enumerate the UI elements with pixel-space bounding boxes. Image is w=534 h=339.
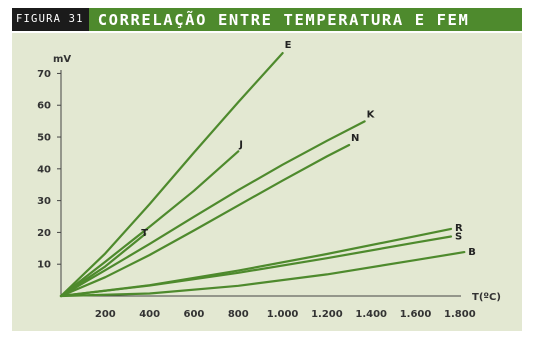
x-axis-label: T(ºC) [472,292,501,303]
y-tick-label: 70 [37,68,51,80]
y-tick-label: 50 [37,132,51,144]
series-lines [61,53,464,296]
y-axis-label: mV [53,54,72,65]
x-tick-label: 1.600 [399,309,432,320]
series-label-t: T [141,228,149,239]
y-tick-label: 40 [37,164,51,176]
x-tick-label: 600 [183,309,205,320]
series-label-n: N [351,132,360,144]
series-line-k [61,121,365,296]
series-label-s: S [454,231,463,243]
series-label-k: K [366,109,375,121]
x-tick-label: 800 [227,309,249,320]
series-line-e [61,53,283,296]
x-tick-label: 200 [94,309,116,320]
series-labels [141,40,476,258]
y-tick-label: 30 [37,196,51,208]
figure-title: CORRELAÇÃO ENTRE TEMPERATURA E FEM [97,10,470,29]
series-label-r: R [454,222,463,234]
figure-number: FIGURA 31 [12,8,89,31]
y-tick-label: 20 [37,227,51,239]
series-label-b: B [468,247,476,259]
y-tick-label: 60 [37,100,51,112]
y-tick-label: 10 [37,259,51,271]
x-tick-label: 400 [139,309,161,320]
series-line-n [61,145,349,296]
chart [12,33,522,331]
x-tick-label: 1.000 [266,309,299,320]
x-tick-label: 1.200 [311,309,343,320]
series-label-j: J [239,139,243,151]
x-tick-label: 1.800 [444,309,476,320]
figure-header [12,8,522,31]
x-tick-label: 1.400 [355,309,388,320]
figure [12,8,522,331]
series-label-e: E [284,40,292,52]
